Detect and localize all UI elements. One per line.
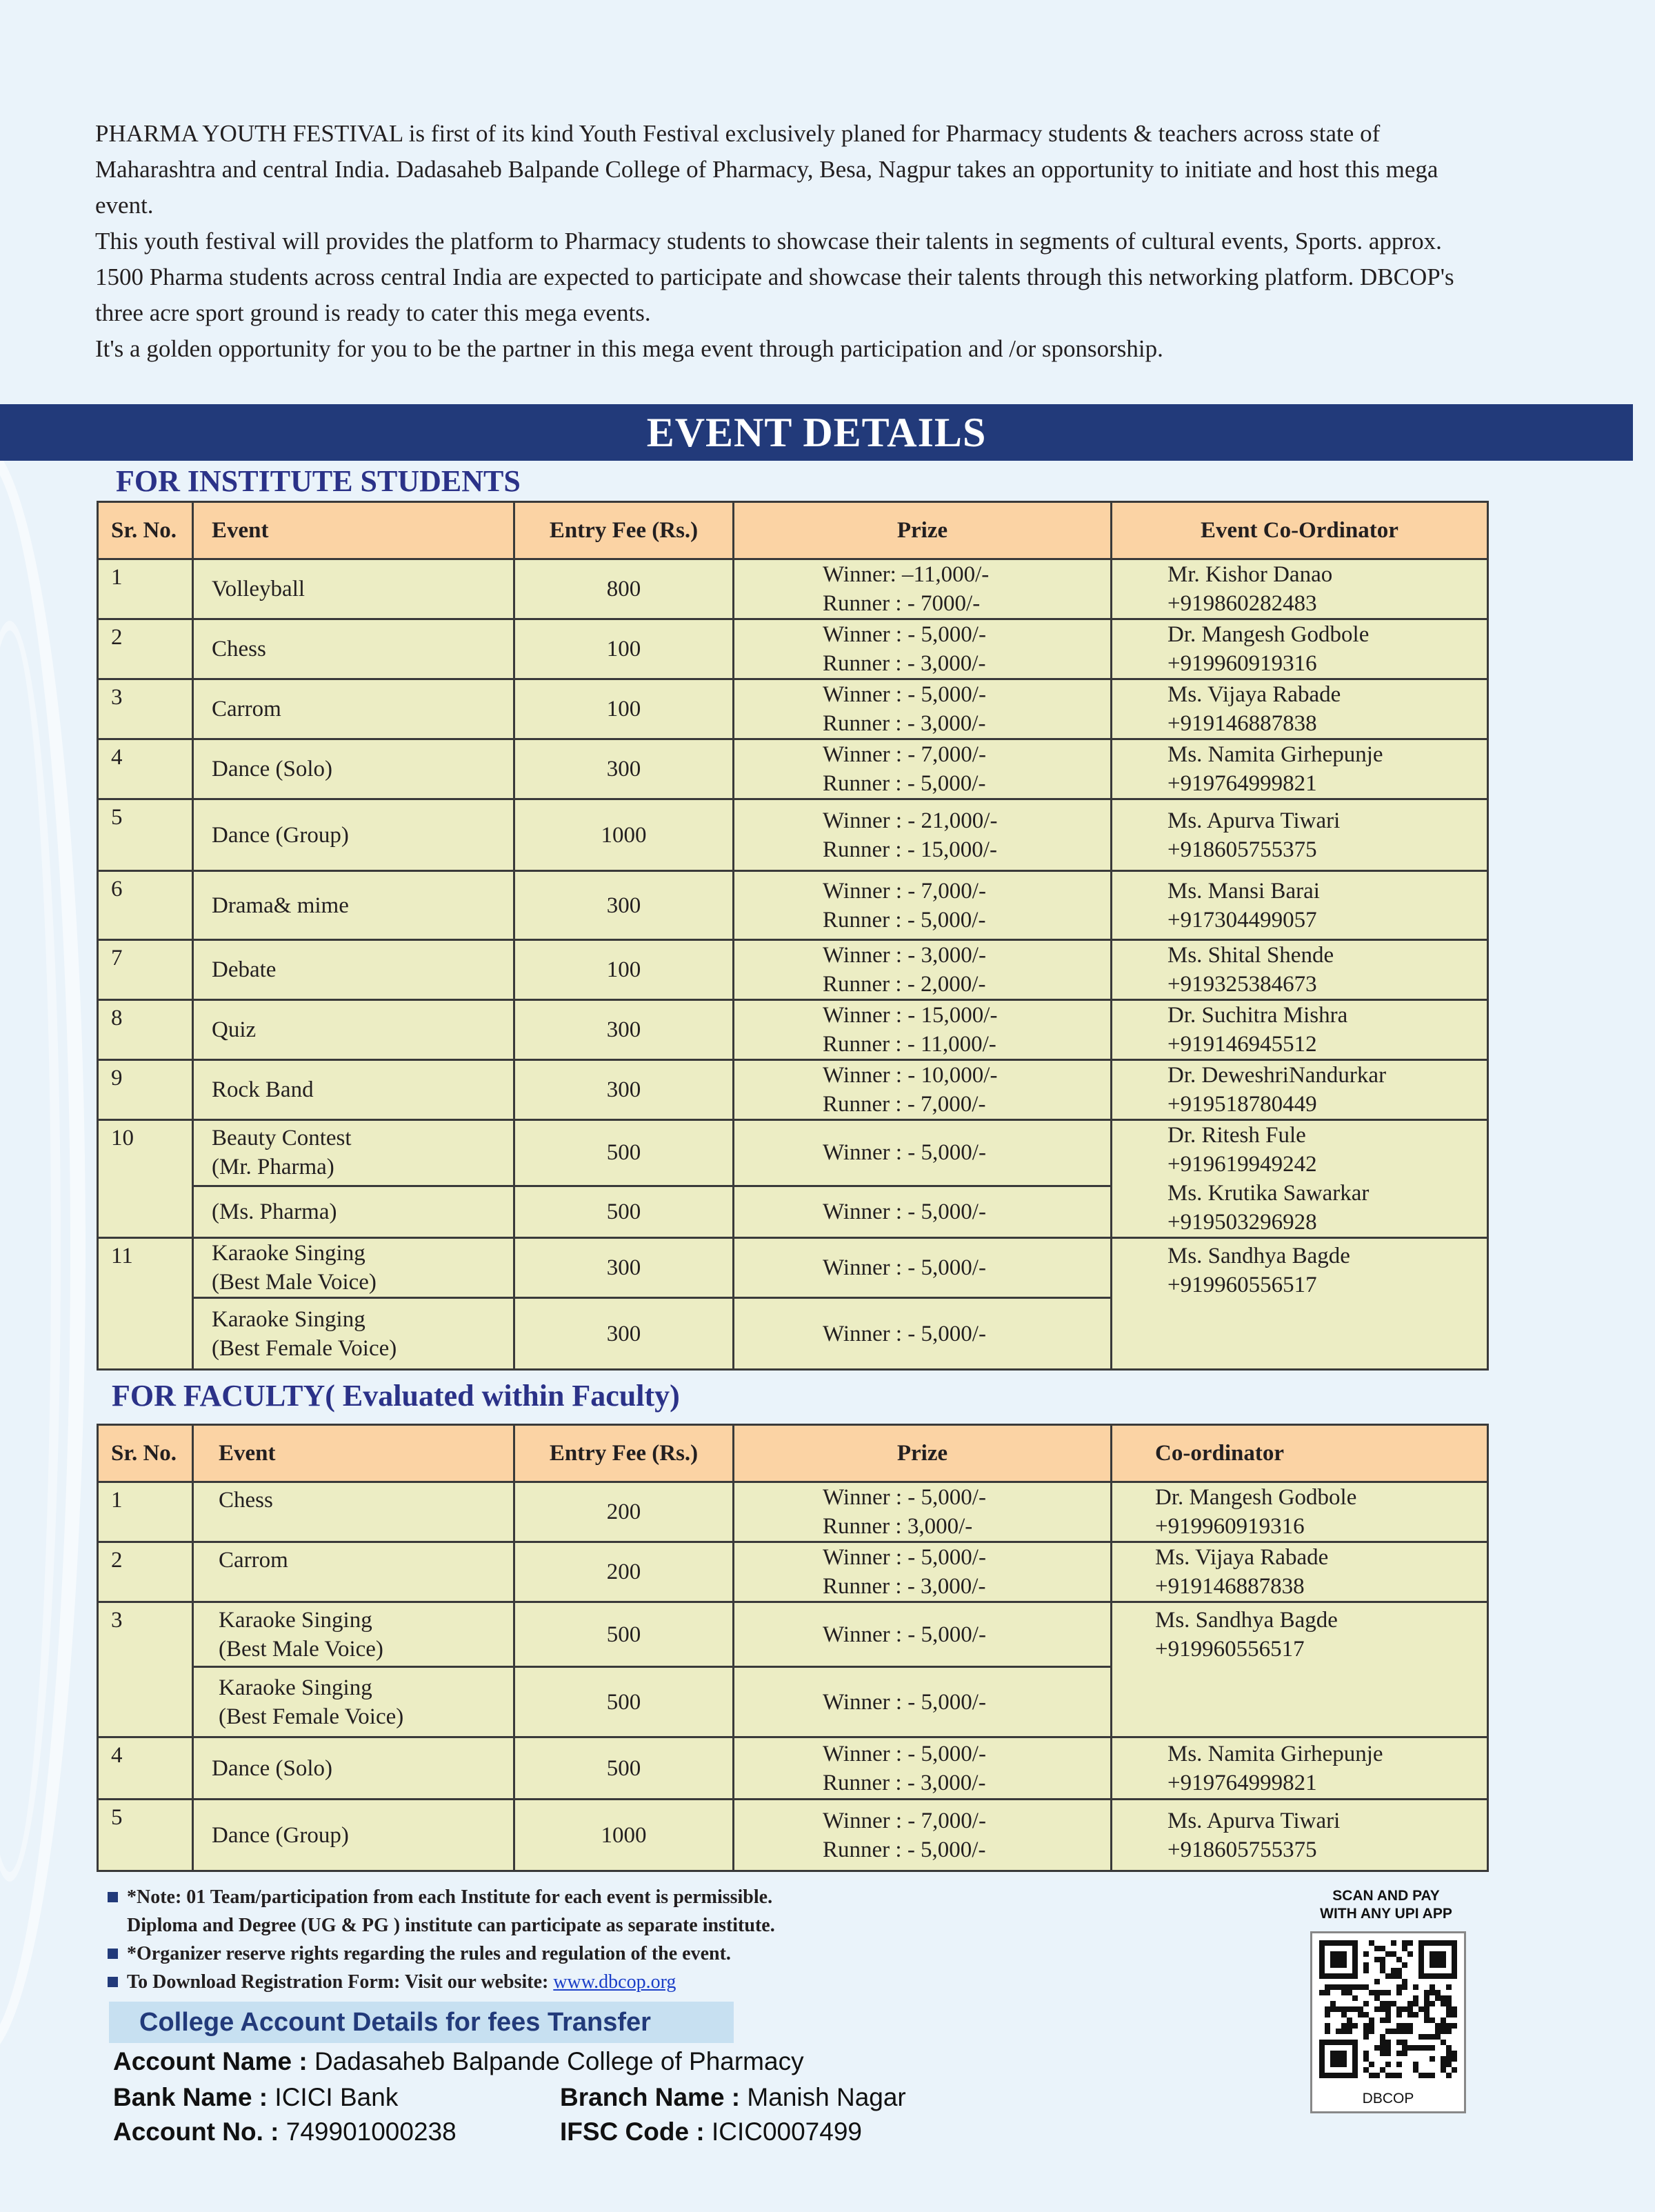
header-fee: Entry Fee (Rs.) [514,1425,734,1482]
cell-sr: 9 [98,1060,193,1120]
table-header-row [98,1425,1488,1482]
cell-event: Karaoke Singing (Best Male Voice) [193,1238,514,1298]
intro-text [95,116,1495,367]
cell-fee: 100 [514,940,734,1000]
cell-prize: Winner : - 5,000/- [734,1238,1112,1298]
cell-event: Drama& mime [193,871,514,940]
cell-event: Quiz [193,1000,514,1060]
cell-coordinator: Ms. Vijaya Rabade +919146887838 [1112,679,1488,739]
account-number: Account No. : 749901000238 [113,2118,457,2146]
cell-fee: 800 [514,559,734,619]
table-row [98,871,1488,940]
cell-sr: 11 [98,1238,193,1370]
header-event: Event [193,1425,514,1482]
account-name: Account Name : Dadasaheb Balpande College of Pharmacy [113,2047,804,2075]
note-item: Diploma and Degree (UG & PG ) institute can participate as separate institute. [127,1915,775,1936]
cell-coordinator: Ms. Apurva Tiwari +918605755375 [1112,799,1488,871]
faculty-events-table [97,1424,1489,1872]
intro-paragraph-1: PHARMA YOUTH FESTIVAL is first of its kind Youth Festival exclusively planed for Pharmacy students & teachers across state of Maharashtra and central India. Dadasaheb Balpande College of Pharmacy, Besa, Nagpur takes an opportunity to initiate and host this mega event. [95,120,1438,219]
table-row [98,799,1488,871]
cell-prize: Winner : - 5,000/- Runner : 3,000/- [734,1482,1112,1542]
cell-sr: 6 [98,871,193,940]
cell-fee: 300 [514,1000,734,1060]
cell-prize: Winner : - 7,000/- Runner : - 5,000/- [734,1800,1112,1871]
cell-fee: 500 [514,1120,734,1186]
table-row [98,559,1488,619]
table-row [98,679,1488,739]
cell-coordinator: Dr. Mangesh Godbole +919960919316 [1112,619,1488,679]
intro-paragraph-3: It's a golden opportunity for you to be the partner in this mega event through participation and /or sponsorship. [95,335,1163,362]
cell-prize: Winner : - 5,000/- [734,1602,1112,1667]
cell-fee: 300 [514,1238,734,1298]
cell-sr: 2 [98,619,193,679]
cell-fee: 300 [514,739,734,799]
cell-event: Beauty Contest (Mr. Pharma) [193,1120,514,1186]
cell-fee: 200 [514,1542,734,1602]
table-row [98,1060,1488,1120]
header-coordinator: Event Co-Ordinator [1112,502,1488,559]
students-section-title: FOR INSTITUTE STUDENTS [116,464,521,498]
cell-event: Volleyball [193,559,514,619]
table-row-beauty-mr [98,1120,1488,1186]
cell-coordinator: Ms. Mansi Barai +917304499057 [1112,871,1488,940]
qr-caption: SCAN AND PAY WITH ANY UPI APP [1320,1888,1452,1922]
cell-event: Dance (Group) [193,1800,514,1871]
cell-prize: Winner : - 7,000/- Runner : - 5,000/- [734,739,1112,799]
table-row-karaoke-male [98,1238,1488,1298]
table-header-row [98,502,1488,559]
cell-event: Carrom [193,1542,514,1602]
header-prize: Prize [734,502,1112,559]
cell-event: Dance (Solo) [193,739,514,799]
cell-event: Dance (Solo) [193,1737,514,1800]
cell-fee: 300 [514,871,734,940]
note-item: *Organizer reserve rights regarding the rules and regulation of the event. [103,1940,931,1968]
ifsc-code: IFSC Code : ICIC0007499 [560,2118,862,2146]
website-link[interactable]: www.dbcop.org [553,1971,676,1993]
table-row [98,619,1488,679]
table-row [98,1800,1488,1871]
header-prize: Prize [734,1425,1112,1482]
cell-sr: 10 [98,1120,193,1238]
cell-prize: Winner: –11,000/- Runner : - 7000/- [734,559,1112,619]
note-item: *Note: 01 Team/participation from each Institute for each event is permissible. [103,1883,931,1911]
table-row [98,1542,1488,1602]
cell-fee: 500 [514,1186,734,1237]
cell-prize: Winner : - 7,000/- Runner : - 5,000/- [734,871,1112,940]
cell-fee: 500 [514,1667,734,1737]
cell-sr: 5 [98,1800,193,1871]
cell-fee: 500 [514,1602,734,1667]
bullet-square-icon [108,1977,118,1987]
branch-name: Branch Name : Manish Nagar [560,2083,906,2111]
cell-coordinator: Mr. Kishor Danao +919860282483 [1112,559,1488,619]
table-row-karaoke-male [98,1602,1488,1667]
cell-coordinator: Ms. Vijaya Rabade +919146887838 [1112,1542,1488,1602]
cell-coordinator: Ms. Sandhya Bagde +919960556517 [1112,1238,1488,1370]
cell-prize: Winner : - 5,000/- [734,1298,1112,1370]
table-row [98,1000,1488,1060]
cell-prize: Winner : - 5,000/- [734,1120,1112,1186]
header-fee: Entry Fee (Rs.) [514,502,734,559]
upi-qr-code[interactable] [1310,1931,1466,2113]
table-row [98,1737,1488,1800]
banner-title: EVENT DETAILS [646,410,987,455]
cell-sr: 5 [98,799,193,871]
cell-prize: Winner : - 5,000/- [734,1667,1112,1737]
cell-sr: 7 [98,940,193,1000]
faculty-section-title: FOR FACULTY( Evaluated within Faculty) [112,1379,680,1413]
cell-coordinator: Ms. Namita Girhepunje +919764999821 [1112,1737,1488,1800]
cell-coordinator: Ms. Apurva Tiwari +918605755375 [1112,1800,1488,1871]
cell-prize: Winner : - 5,000/- Runner : - 3,000/- [734,1542,1112,1602]
qr-label: DBCOP [1362,2091,1414,2106]
cell-fee: 200 [514,1482,734,1542]
cell-coordinator: Ms. Sandhya Bagde +919960556517 [1112,1602,1488,1737]
cell-prize: Winner : - 5,000/- Runner : - 3,000/- [734,1737,1112,1800]
cell-prize: Winner : - 5,000/- Runner : - 3,000/- [734,679,1112,739]
cell-prize: Winner : - 5,000/- Runner : - 3,000/- [734,619,1112,679]
cell-fee: 300 [514,1060,734,1120]
cell-event: Karaoke Singing (Best Female Voice) [193,1667,514,1737]
cell-coordinator: Dr. Mangesh Godbole +919960919316 [1112,1482,1488,1542]
cell-coordinator: Ms. Shital Shende +919325384673 [1112,940,1488,1000]
cell-fee: 1000 [514,799,734,871]
cell-fee: 500 [514,1737,734,1800]
account-heading: College Account Details for fees Transfer [109,2002,734,2043]
cell-sr: 1 [98,559,193,619]
cell-coordinator: Dr. Suchitra Mishra +919146945512 [1112,1000,1488,1060]
cell-sr: 1 [98,1482,193,1542]
cell-event: Karaoke Singing (Best Female Voice) [193,1298,514,1370]
cell-event: Debate [193,940,514,1000]
cell-fee: 1000 [514,1800,734,1871]
bullet-square-icon [108,1949,118,1959]
cell-event: Chess [193,1482,514,1542]
cell-prize: Winner : - 3,000/- Runner : - 2,000/- [734,940,1112,1000]
bank-name: Bank Name : ICICI Bank [113,2083,399,2111]
cell-event: Rock Band [193,1060,514,1120]
note-item: To Download Registration Form: Visit our website: www.dbcop.org [103,1968,931,1996]
cell-coordinator: Dr. Ritesh Fule +919619949242 Ms. Krutika Sawarkar +919503296928 [1112,1120,1488,1238]
table-row [98,940,1488,1000]
cell-sr: 2 [98,1542,193,1602]
header-coordinator: Co-ordinator [1112,1425,1488,1482]
cell-sr: 8 [98,1000,193,1060]
header-sr: Sr. No. [98,1425,193,1482]
cell-coordinator: Ms. Namita Girhepunje +919764999821 [1112,739,1488,799]
cell-event: Dance (Group) [193,799,514,871]
cell-event: Chess [193,619,514,679]
cell-prize: Winner : - 15,000/- Runner : - 11,000/- [734,1000,1112,1060]
cell-event: (Ms. Pharma) [193,1186,514,1237]
students-events-table [97,501,1489,1371]
cell-fee: 100 [514,679,734,739]
cell-event: Carrom [193,679,514,739]
cell-sr: 4 [98,1737,193,1800]
cell-sr: 3 [98,679,193,739]
table-row [98,739,1488,799]
cell-prize: Winner : - 5,000/- [734,1186,1112,1237]
table-row [98,1482,1488,1542]
qr-code-icon [1319,1940,1457,2078]
event-details-banner [0,404,1633,461]
header-sr: Sr. No. [98,502,193,559]
intro-paragraph-2: This youth festival will provides the platform to Pharmacy students to showcase their talents in segments of cultural events, Sports. approx. 1500 Pharma students across central India are expected to participate and showcase their talents through this networking platform. DBCOP's three acre sport ground is ready to cater this mega events. [95,228,1454,326]
cell-fee: 300 [514,1298,734,1370]
cell-sr: 3 [98,1602,193,1737]
cell-fee: 100 [514,619,734,679]
cell-coordinator: Dr. DeweshriNandurkar +919518780449 [1112,1060,1488,1120]
header-event: Event [193,502,514,559]
cell-prize: Winner : - 10,000/- Runner : - 7,000/- [734,1060,1112,1120]
cell-event: Karaoke Singing (Best Male Voice) [193,1602,514,1667]
notes-block [103,1883,931,1996]
cell-prize: Winner : - 21,000/- Runner : - 15,000/- [734,799,1112,871]
cell-sr: 4 [98,739,193,799]
bullet-square-icon [108,1892,118,1902]
